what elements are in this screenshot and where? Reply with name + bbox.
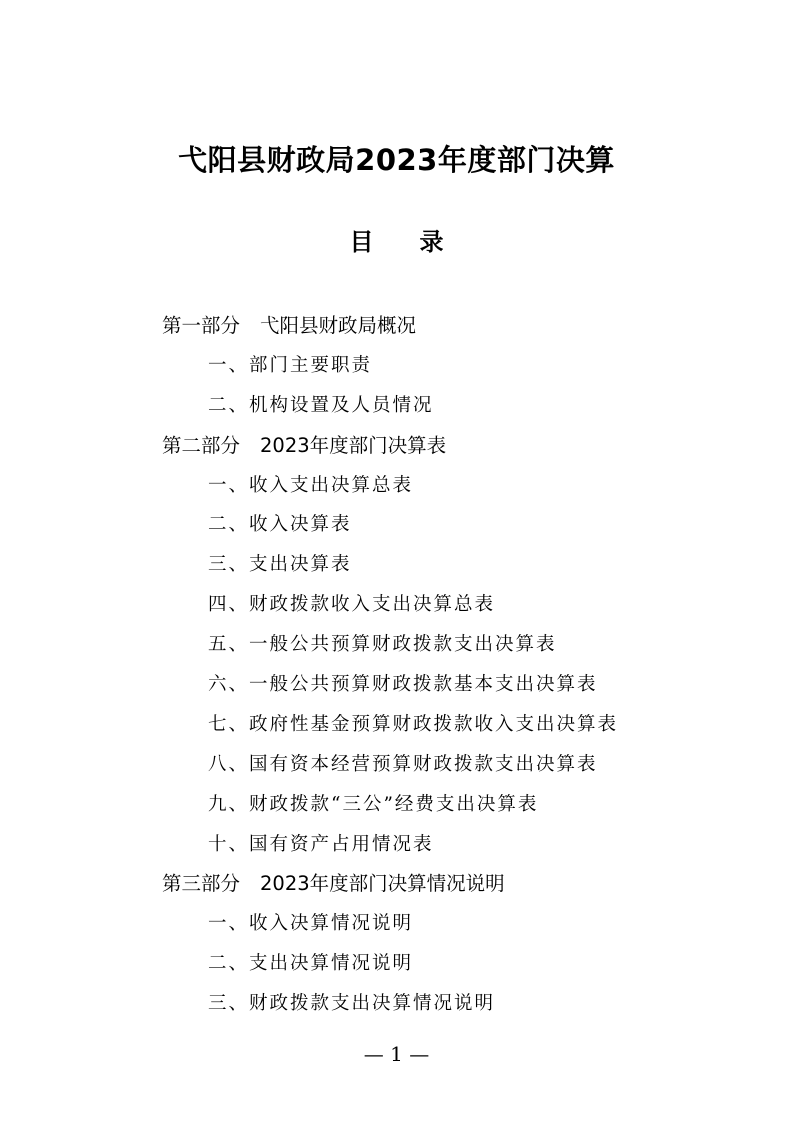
document-title: 弋阳县财政局2023年度部门决算 [178,143,615,177]
toc-item: 四、财政拨款收入支出决算总表 [208,594,496,616]
toc-part-1 [162,306,722,346]
toc-item: 一、部门主要职责 [208,354,373,376]
part-number: 第一部分 [162,314,241,337]
toc-heading [0,226,793,258]
toc-heading-right: 录 [419,228,444,256]
part-title: 2023年度部门决算情况说明 [260,872,505,896]
toc-item: 五、一般公共预算财政拨款支出决算表 [208,634,557,656]
toc-item: 六、一般公共预算财政拨款基本支出决算表 [208,674,598,696]
toc-item: 二、机构设置及人员情况 [208,394,434,416]
toc-item: 八、国有资本经营预算财政拨款支出决算表 [208,753,598,775]
toc-heading-left: 目 [349,228,374,256]
toc-item: 九、财政拨款“三公”经费支出决算表 [208,793,539,815]
toc-item: 一、收入支出决算总表 [208,474,414,496]
toc-item: 十、国有资产占用情况表 [208,833,434,855]
toc-item: 七、政府性基金预算财政拨款收入支出决算表 [208,713,619,735]
part-title: 弋阳县财政局概况 [260,314,417,337]
part-number: 第二部分 [162,433,241,457]
table-of-contents [162,306,722,1024]
toc-item: 三、财政拨款支出决算情况说明 [208,993,496,1015]
page-number: — 1 — [363,1042,430,1066]
part-number: 第三部分 [162,872,241,896]
toc-item: 一、收入决算情况说明 [208,913,414,935]
part-title: 2023年度部门决算表 [260,433,447,457]
toc-item: 二、支出决算情况说明 [208,953,414,975]
toc-part-2 [162,426,722,466]
toc-item: 三、支出决算表 [208,554,352,576]
toc-item: 二、收入决算表 [208,514,352,536]
toc-part-3 [162,864,722,904]
